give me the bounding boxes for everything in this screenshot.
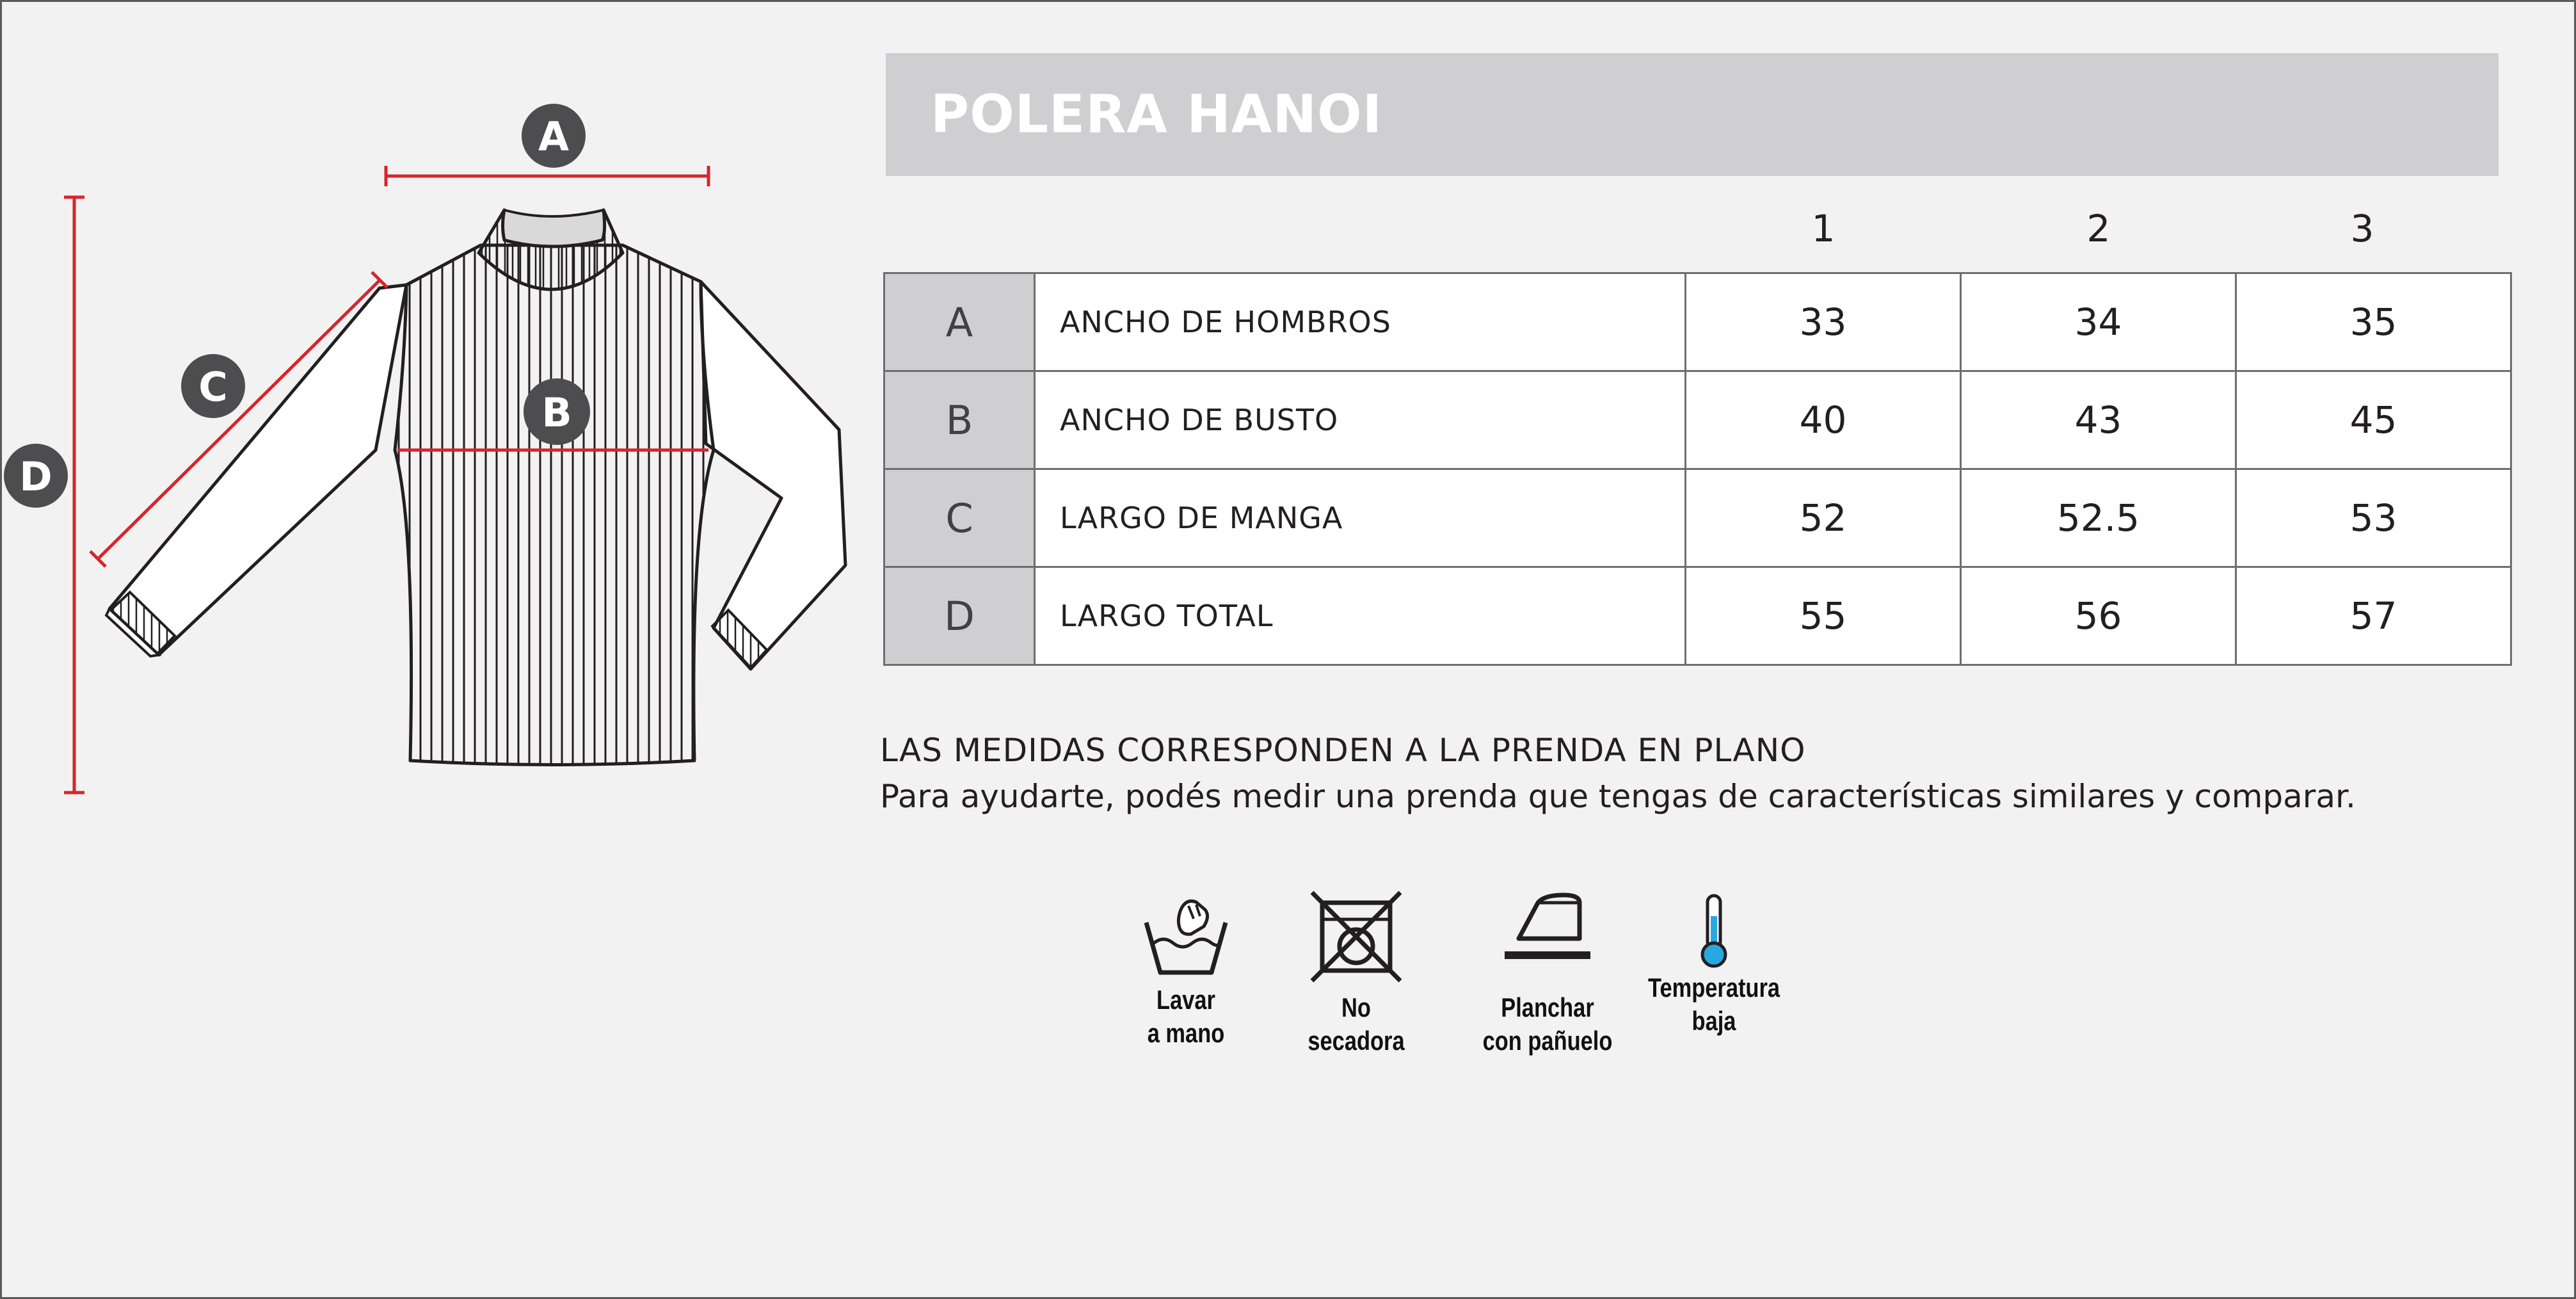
measure-line-d [64,197,84,793]
svg-text:A: A [538,113,569,160]
row-value: 57 [2236,567,2511,665]
care-item-hand-wash [1103,891,1269,1050]
care-label: Temperatura baja [1647,972,1780,1036]
measurement-table [883,272,2512,666]
row-letter: D [884,567,1035,665]
care-item-iron [1468,889,1628,1058]
row-letter: B [884,371,1035,469]
care-item-low-temperature [1631,892,1797,1038]
care-label: No secadora [1308,992,1405,1056]
row-value: 33 [1686,273,1961,371]
size-header-1: 1 [1811,207,1836,250]
row-value: 52.5 [1961,469,2236,567]
size-header-2: 2 [2086,207,2111,250]
table-row [884,567,2511,665]
size-header-3: 3 [2350,207,2374,250]
hand-wash-icon [1135,891,1237,977]
table-row [884,469,2511,567]
row-label: LARGO TOTAL [1035,567,1686,665]
measure-line-a [386,166,708,186]
left-sleeve [106,285,406,656]
right-sleeve [701,282,845,669]
title-bar [886,53,2499,176]
svg-text:C: C [198,364,228,410]
measurement-note-heading: LAS MEDIDAS CORRESPONDEN A LA PRENDA EN PLANO [880,732,1806,769]
page-title: POLERA HANOI [931,84,1383,145]
row-value: 35 [2236,273,2511,371]
marker-c [181,354,245,418]
marker-d [4,444,68,508]
care-label: Lavar a mano [1147,985,1225,1048]
svg-text:D: D [19,453,52,500]
marker-a [522,104,586,168]
care-item-no-dryer [1286,889,1427,1058]
table-row [884,371,2511,469]
measurement-note-body: Para ayudarte, podés medir una prenda que tengas de características similares y comparar. [880,778,2356,815]
row-label: ANCHO DE BUSTO [1035,371,1686,469]
no-tumble-dry-icon [1308,889,1404,985]
row-value: 56 [1961,567,2236,665]
row-value: 45 [2236,371,2511,469]
thermometer-icon [1695,892,1733,969]
iron-icon [1500,889,1596,985]
row-letter: A [884,273,1035,371]
svg-text:B: B [541,389,572,436]
row-value: 40 [1686,371,1961,469]
row-label: ANCHO DE HOMBROS [1035,273,1686,371]
row-value: 34 [1961,273,2236,371]
row-value: 55 [1686,567,1961,665]
row-value: 53 [2236,469,2511,567]
body [395,245,714,765]
row-label: LARGO DE MANGA [1035,469,1686,567]
row-value: 52 [1686,469,1961,567]
row-value: 43 [1961,371,2236,469]
table-row [884,273,2511,371]
row-letter: C [884,469,1035,567]
garment-diagram [2,2,872,834]
marker-b [524,378,590,445]
care-label: Planchar con pañuelo [1482,992,1613,1056]
